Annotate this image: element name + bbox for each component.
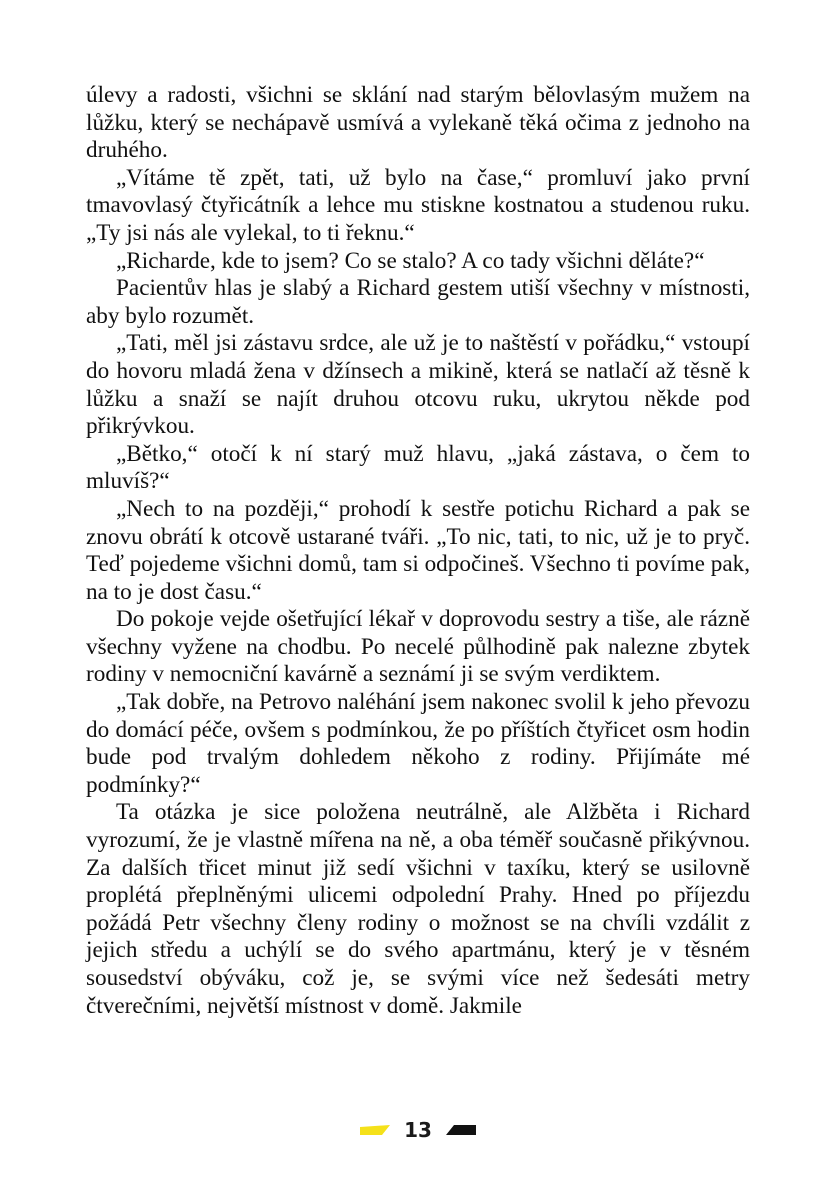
page-number: 13 [404,1118,432,1142]
page-body [86,82,750,1020]
paragraph: „Richarde, kde to jsem? Co se stalo? A co tady všichni děláte?“ [116,247,705,274]
paragraph: „Tati, měl jsi zástavu srdce, ale už je to naštěstí v pořádku,“ vstoupí do hovoru mladá žena v džínsech a mikině, která se natlačí až těsně k lůžku a snaží se najít druhou otcovu ruku, ukrytou někde pod přikrývkou. [86,330,750,440]
paragraph: Ta otázka je sice položena neutrálně, ale Alžběta i Richard vyrozumí, že je vlastně mířena na ně, a oba téměř současně přikývnou. Za dalších třicet minut již sedí všichni v taxíku, který se usilovně proplétá přeplněnými ulicemi odpolední Prahy. Hned po příjezdu požádá Petr všechny členy rodiny o možnost se na chvíli vzdálit z jejich středu a uchýlí se do svého apartmánu, který je v těsném sousedství obýváku, což je, se svými více než šedesáti metry čtverečními, největší místnost v domě. Jakmile [86,799,750,1019]
paragraph: Do pokoje vejde ošetřující lékař v doprovodu sestry a tiše, ale rázně všechny vyžene na chodbu. Po necelé půlhodině pak nalezne zbytek rodiny v nemocniční kavárně a seznámí ji se svým verdiktem. [86,606,750,688]
paragraph: „Bětko,“ otočí k ní starý muž hlavu, „jaká zástava, o čem to mluvíš?“ [86,440,750,495]
page-footer [0,1117,836,1143]
right-footer-marker [446,1125,476,1135]
paragraph: úlevy a radosti, všichni se sklání nad starým bělovlasým mužem na lůžku, který se nechápavě usmívá a vylekaně těká očima z jednoho na druhého. [86,82,750,164]
paragraph: „Tak dobře, na Petrovo naléhání jsem nakonec svolil k jeho převozu do domácí péče, ovšem s podmínkou, že po příštích čtyřicet osm hodin bude pod trvalým dohledem někoho z rodiny. Přijímáte mé podmínky?“ [86,689,750,798]
left-footer-marker [360,1125,390,1135]
paragraph: „Vítáme tě zpět, tati, už bylo na čase,“ promluví jako první tmavovlasý čtyřicátník a lehce mu stiskne kostnatou a studenou ruku. „Ty jsi nás ale vylekal, to ti řeknu.“ [86,164,750,246]
paragraph: „Nech to na později,“ prohodí k sestře potichu Richard a pak se znovu obrátí k otcově ustarané tváři. „To nic, tati, to nic, už je to pryč. Teď pojedeme všichni domů, tam si odpočineš. Všechno ti povíme pak, na to je dost času.“ [86,495,751,605]
paragraph: Pacientův hlas je slabý a Richard gestem utiší všechny v místnosti, aby bylo rozumět. [86,275,750,329]
